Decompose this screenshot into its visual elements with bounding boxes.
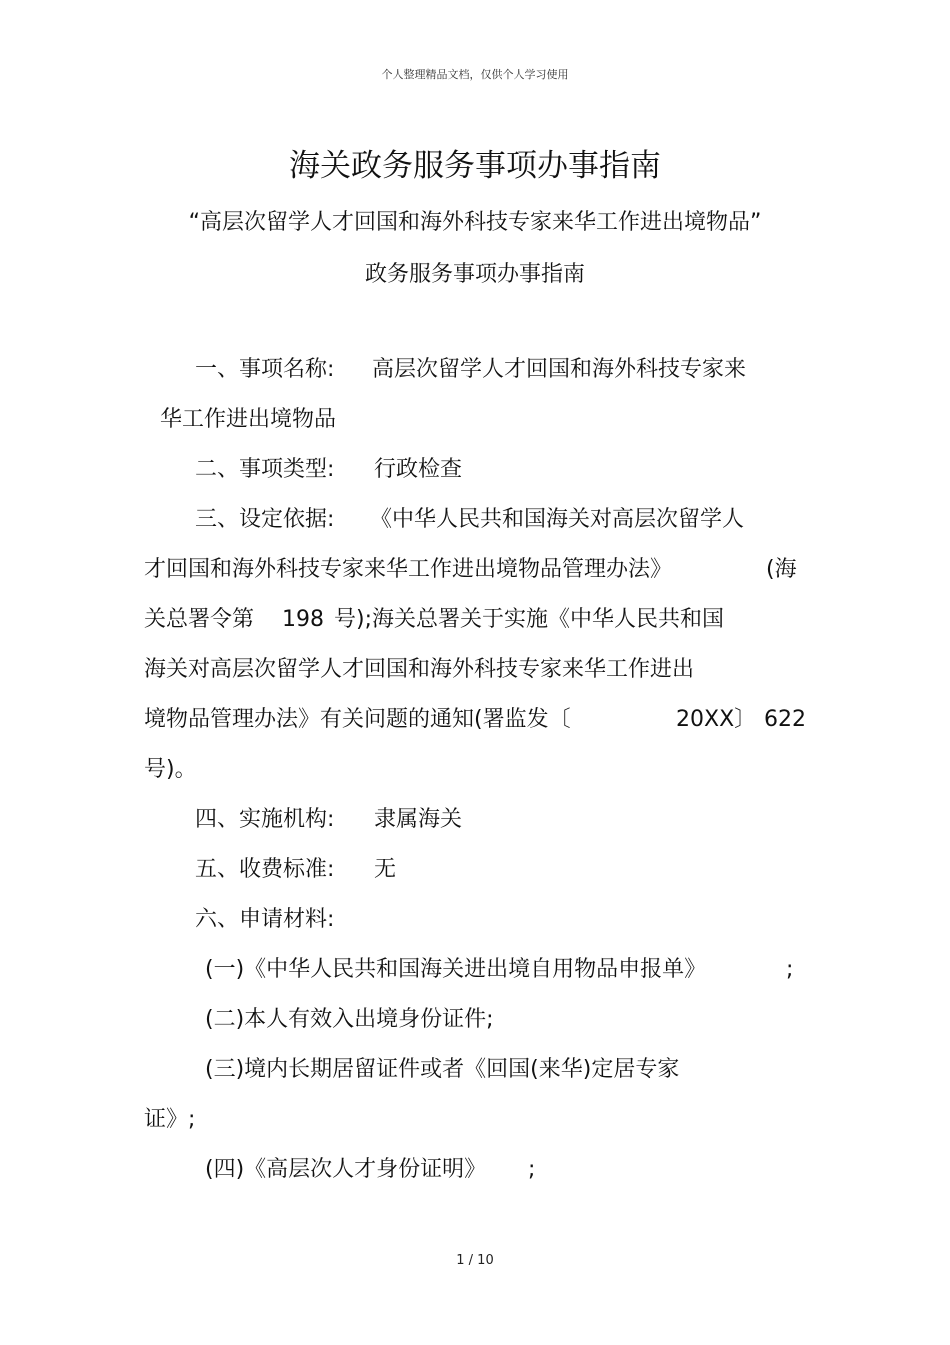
material-4: (四)《高层次人才身份证明》 (205, 1157, 487, 1182)
legal-basis-line3-start: 关总署令第 (144, 607, 255, 632)
fee-label: 五、收费标准: (195, 857, 335, 882)
material-4-tail: ; (528, 1157, 536, 1182)
notice-year: 20XX〕 (676, 707, 757, 732)
item-type-label: 二、事项类型: (195, 457, 335, 482)
header-note: 个人整理精品文档，仅供个人学习使用 (381, 68, 569, 81)
materials-label: 六、申请材料: (195, 907, 335, 932)
decree-number: 198 (282, 607, 324, 632)
material-1: (一)《中华人民共和国海关进出境自用物品申报单》 (205, 957, 707, 982)
page-number: 1 / 10 (456, 1253, 494, 1268)
legal-basis-value: 《中华人民共和国海关对高层次留学人 (370, 507, 745, 532)
legal-basis-line2-tail: (海 (766, 557, 797, 582)
item-name-value-cont: 华工作进出境物品 (160, 407, 337, 432)
legal-basis-line5: 境物品管理办法》有关问题的通知(署监发〔 (144, 707, 571, 732)
legal-basis-line6: 号)。 (144, 757, 197, 782)
fee-value: 无 (374, 857, 397, 882)
legal-basis-line3-end: 号);海关总署关于实施《中华人民共和国 (334, 607, 724, 632)
document-subtitle: “高层次留学人才回国和海外科技专家来华工作进出境物品” (188, 210, 762, 235)
document-subtitle-line2: 政务服务事项办事指南 (364, 262, 585, 287)
item-name-value: 高层次留学人才回国和海外科技专家来 (372, 357, 747, 382)
legal-basis-label: 三、设定依据: (195, 507, 335, 532)
material-3: (三)境内长期居留证件或者《回国(来华)定居专家 (205, 1057, 680, 1082)
legal-basis-line4: 海关对高层次留学人才回国和海外科技专家来华工作进出 (144, 657, 695, 682)
agency-label: 四、实施机构: (195, 807, 335, 832)
item-type-value: 行政检查 (374, 457, 463, 482)
notice-number: 622 (764, 707, 806, 732)
legal-basis-line2: 才回国和海外科技专家来华工作进出境物品管理办法》 (144, 557, 673, 582)
item-name-label: 一、事项名称: (195, 357, 335, 382)
document-title: 海关政务服务事项办事指南 (289, 148, 661, 184)
material-2: (二)本人有效入出境身份证件; (205, 1007, 494, 1032)
agency-value: 隶属海关 (374, 807, 463, 832)
material-1-tail: ; (786, 957, 794, 982)
material-3-cont: 证》; (144, 1107, 196, 1132)
